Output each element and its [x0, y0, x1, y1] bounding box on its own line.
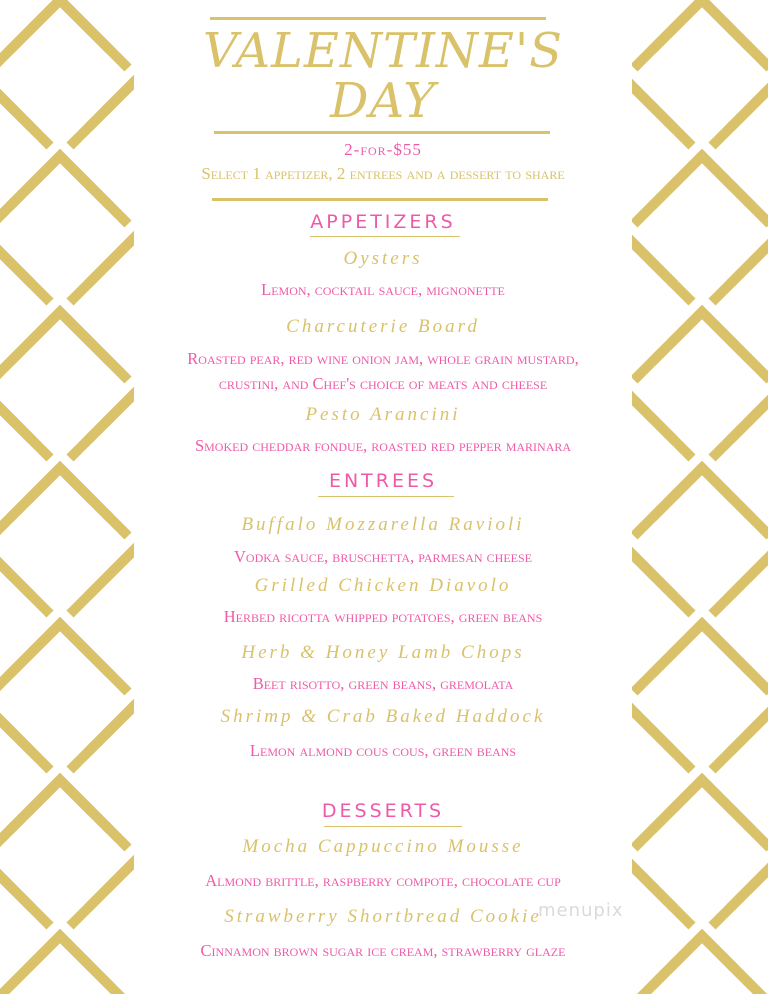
chevron-stripe: [632, 390, 692, 458]
chevron-stripe: [652, 624, 752, 674]
item-description: Lemon almond cous cous, green beans: [249, 741, 517, 760]
appetizers-underline: [310, 236, 460, 237]
chevron-stripe: [634, 936, 768, 994]
item-description: Lemon, cocktail sauce, mignonette: [261, 280, 505, 299]
deal-price: 2-for-$55: [344, 140, 422, 159]
item-description: Smoked cheddar fondue, roasted red pepper marinara: [194, 436, 572, 455]
item-name: Strawberry Shortbread Cookie: [224, 906, 542, 927]
item-description: Herbed ricotta whipped potatoes, green beans: [223, 607, 543, 626]
menupix-watermark: menupix: [538, 900, 624, 921]
deal-instructions: Select 1 appetizer, 2 entrees and a dessert to share: [201, 164, 565, 183]
menu-title-line1: VALENTINE'S: [202, 23, 564, 79]
section-heading-appetizers: APPETIZERS: [310, 211, 456, 233]
section-heading-desserts: DESSERTS: [321, 800, 445, 822]
item-name: Herb & Honey Lamb Chops: [241, 642, 525, 663]
item-description: Vodka sauce, bruschetta, parmesan cheese: [234, 547, 532, 566]
chevron-stripe: [0, 312, 128, 380]
chevron-stripe: [652, 936, 752, 986]
item-description: Beet risotto, green beans, gremolata: [252, 674, 514, 693]
chevron-stripe: [634, 312, 768, 380]
right-chevron-border: [632, 0, 768, 994]
chevron-stripe: [634, 468, 768, 536]
top-rule: [210, 17, 546, 20]
chevron-stripe: [0, 156, 128, 224]
menu-panel: [134, 0, 632, 994]
chevron-stripe: [634, 0, 768, 68]
chevron-stripe: [0, 858, 50, 926]
item-name: Buffalo Mozzarella Ravioli: [241, 514, 525, 535]
chevron-stripe: [10, 156, 110, 206]
item-name: Shrimp & Crab Baked Haddock: [220, 706, 546, 727]
chevron-stripe: [0, 780, 128, 848]
left-chevron-border: [0, 0, 134, 994]
chevron-stripe: [712, 858, 768, 926]
chevron-stripe: [634, 156, 768, 224]
chevron-stripe: [0, 78, 50, 146]
chevron-stripe: [632, 546, 692, 614]
chevron-stripe: [0, 702, 50, 770]
chevron-stripe: [70, 390, 134, 458]
chevron-stripe: [10, 468, 110, 518]
chevron-stripe: [712, 78, 768, 146]
item-name: Charcuterie Board: [286, 316, 480, 337]
chevron-stripe: [712, 234, 768, 302]
chevron-stripe: [10, 780, 110, 830]
chevron-stripe: [0, 546, 50, 614]
entrees-underline: [318, 496, 454, 497]
chevron-stripe: [712, 390, 768, 458]
menu-title-line2: DAY: [330, 73, 436, 129]
item-name: Mocha Cappuccino Mousse: [242, 836, 524, 857]
chevron-stripe: [70, 858, 134, 926]
chevron-stripe: [10, 312, 110, 362]
chevron-stripe: [652, 780, 752, 830]
chevron-stripe: [10, 936, 110, 986]
chevron-stripe: [0, 0, 128, 68]
chevron-stripe: [632, 78, 692, 146]
chevron-stripe: [0, 390, 50, 458]
chevron-stripe: [70, 234, 134, 302]
chevron-stripe: [0, 624, 128, 692]
chevron-stripe: [712, 702, 768, 770]
chevron-stripe: [70, 702, 134, 770]
header-rule: [212, 198, 548, 201]
item-description: Cinnamon brown sugar ice cream, strawberry glaze: [200, 941, 566, 960]
chevron-stripe: [0, 936, 128, 994]
chevron-stripe: [632, 702, 692, 770]
chevron-stripe: [70, 546, 134, 614]
chevron-stripe: [652, 0, 752, 50]
chevron-stripe: [652, 156, 752, 206]
chevron-stripe: [0, 234, 50, 302]
chevron-stripe: [632, 234, 692, 302]
chevron-stripe: [652, 312, 752, 362]
item-name: Grilled Chicken Diavolo: [254, 575, 512, 596]
title-rule: [214, 131, 550, 134]
chevron-stripe: [712, 546, 768, 614]
chevron-stripe: [634, 624, 768, 692]
chevron-stripe: [10, 0, 110, 50]
desserts-underline: [324, 826, 462, 827]
item-name: Pesto Arancini: [305, 404, 461, 425]
chevron-pattern-right: [632, 0, 768, 994]
chevron-pattern-left: [0, 0, 134, 994]
chevron-stripe: [0, 468, 128, 536]
chevron-stripe: [10, 624, 110, 674]
chevron-stripe: [634, 780, 768, 848]
chevron-stripe: [70, 78, 134, 146]
chevron-stripe: [632, 858, 692, 926]
item-description: crustini, and Chef's choice of meats and cheese: [218, 374, 548, 393]
item-name: Oysters: [343, 248, 423, 269]
section-heading-entrees: ENTREES: [328, 470, 438, 492]
item-description: Roasted pear, red wine onion jam, whole grain mustard,: [187, 349, 579, 368]
item-description: Almond brittle, raspberry compote, chocolate cup: [205, 871, 561, 890]
chevron-stripe: [652, 468, 752, 518]
